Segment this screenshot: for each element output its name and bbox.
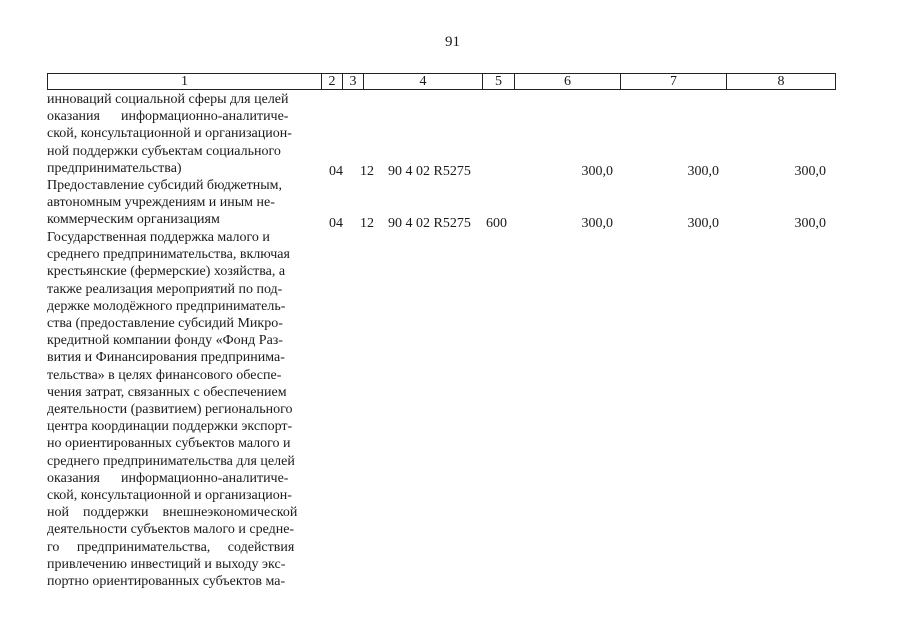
text-line: также реализация мероприятий по под-	[47, 281, 283, 297]
text-line: крестьянские (фермерские) хозяйства, а	[47, 264, 286, 280]
cell-amount-col8: 300,0	[794, 164, 826, 179]
text-line: держке молодёжного предприниматель-	[47, 298, 286, 314]
text-line: деятельности (развитием) регионального	[47, 402, 293, 418]
cell-section: 04	[329, 164, 343, 179]
text-line: го предпринимательства, содействия	[47, 539, 295, 555]
header-col-5: 5	[482, 74, 514, 89]
text-line: ства (предоставление субсидий Микро-	[47, 316, 283, 332]
text-line: среднего предпринимательства для целей	[47, 453, 295, 469]
text-line: инноваций социальной сферы для целей	[47, 92, 289, 107]
text-line: среднего предпринимательства, включая	[47, 247, 290, 263]
cell-section: 04	[329, 216, 343, 231]
cell-amount-col8: 300,0	[794, 216, 826, 231]
text-line: но ориентированных субъектов малого и	[47, 436, 291, 452]
text-line: кредитной компании фонду «Фонд Раз-	[47, 333, 283, 349]
cell-amount-col7: 300,0	[687, 164, 719, 179]
text-line: предпринимательства)	[47, 160, 182, 176]
cell-target-article: 90 4 02 R5275	[388, 216, 471, 231]
text-line: автономным учреждениям и иным не-	[47, 195, 275, 211]
description-block-1	[47, 91, 320, 177]
description-block-3	[47, 229, 320, 590]
header-col-8: 8	[726, 74, 835, 89]
cell-amount-col7: 300,0	[687, 216, 719, 231]
text-line: привлечению инвестиций и выходу экс-	[47, 556, 286, 572]
cell-subsection: 12	[360, 216, 374, 231]
cell-amount-col6: 300,0	[581, 216, 613, 231]
text-line: оказания информационно-аналитиче-	[47, 470, 289, 486]
page-number: 91	[445, 34, 460, 50]
cell-expense-type: 600	[486, 216, 507, 231]
text-line: портно ориентированных субъектов ма-	[47, 574, 286, 590]
header-col-1: 1	[181, 74, 188, 89]
text-line: вития и Финансирования предпринима-	[47, 350, 285, 366]
text-line: деятельности субъектов малого и средне-	[47, 522, 295, 538]
text-line: ной поддержки субъектам социального	[47, 143, 281, 159]
header-col-2: 2	[321, 74, 342, 89]
header-col-4: 4	[363, 74, 482, 89]
cell-amount-col6: 300,0	[581, 164, 613, 179]
text-line: тельства» в целях финансового обеспе-	[47, 367, 282, 383]
header-col-3: 3	[342, 74, 363, 89]
text-line: коммерческим организациям	[47, 212, 220, 228]
text-line: Предоставление субсидий бюджетным,	[47, 178, 283, 193]
table-header-row	[47, 73, 836, 90]
text-line: Государственная поддержка малого и	[47, 230, 270, 245]
text-line: центра координации поддержки экспорт-	[47, 419, 293, 435]
cell-subsection: 12	[360, 164, 374, 179]
text-line: ской, консультационной и организацион-	[47, 488, 292, 504]
text-line: ской, консультационной и организацион-	[47, 126, 292, 142]
cell-target-article: 90 4 02 R5275	[388, 164, 471, 179]
header-col-7: 7	[620, 74, 726, 89]
description-block-2	[47, 177, 320, 229]
header-col-6: 6	[514, 74, 620, 89]
text-line: чения затрат, связанных с обеспечением	[47, 384, 287, 400]
text-line: оказания информационно-аналитиче-	[47, 109, 289, 125]
text-line: ной поддержки внешнеэкономической	[47, 505, 298, 521]
